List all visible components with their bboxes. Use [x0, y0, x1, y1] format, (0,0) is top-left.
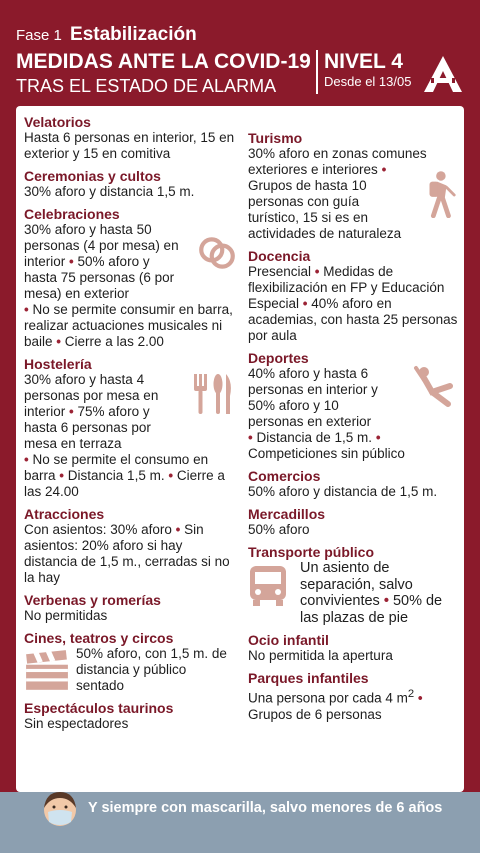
section-text: No permitida la apertura: [248, 648, 393, 663]
phase-number: Fase 1: [16, 27, 62, 44]
section-text: 30% aforo y hasta 4 personas por mesa en interior • 75% aforo y hasta 6 personas por mesa en terraza: [24, 372, 159, 451]
footer-message: Y siempre con mascarilla, salvo menores de 6 años: [88, 800, 443, 816]
andalucia-logo: [422, 54, 464, 94]
section-text: Con asientos: 30% aforo • Sin asientos: 20% aforo si hay distancia de 1,5 m., cerradas si no la hay: [24, 522, 230, 585]
masked-child-icon: [40, 786, 80, 832]
measures-card: [16, 106, 464, 792]
header-divider: [316, 50, 318, 94]
section-atracciones: [24, 506, 238, 586]
hiker-icon: [420, 170, 458, 218]
section-text: 30% aforo en zonas comunes exteriores e interiores •: [248, 146, 427, 177]
section-title: Espectáculos taurinos: [24, 700, 174, 716]
section-ocio: [248, 632, 462, 664]
bus-icon: [248, 564, 288, 608]
section-title: Transporte público: [248, 544, 375, 560]
right-column: [248, 130, 462, 729]
section-text: 50% aforo y distancia de 1,5 m.: [248, 484, 438, 499]
section-text: Grupos de hasta 10 personas con guía turístico, 15 si es en actividades de naturaleza: [248, 178, 402, 241]
cutlery-icon: [190, 372, 234, 416]
section-text: Hasta 6 personas en interior, 15 en exterior y 15 en comitiva: [24, 130, 235, 161]
section-text: 30% aforo y distancia 1,5 m.: [24, 184, 195, 199]
page-title: MEDIDAS ANTE LA COVID-19: [16, 50, 311, 73]
phase-name: Estabilización: [70, 24, 197, 45]
section-title: Turismo: [248, 130, 303, 146]
section-title: Docencia: [248, 248, 311, 264]
section-celebraciones: [24, 206, 238, 350]
section-text: • No se permite consumir en barra, realizar actuaciones musicales ni baile • Cierre a las 2.00: [24, 302, 233, 349]
section-text: 40% aforo y hasta 6 personas en interior y 50% aforo y 10 personas en exterior: [248, 366, 378, 429]
section-text: 50% aforo, con 1,5 m. de distancia y público sentado: [76, 646, 227, 693]
section-velatorios: [24, 114, 238, 162]
section-title: Ocio infantil: [248, 632, 329, 648]
section-taurinos: [24, 700, 238, 732]
level-label: NIVEL 4: [324, 50, 403, 73]
section-text: 50% aforo: [248, 522, 310, 537]
section-title: Atracciones: [24, 506, 105, 522]
section-cines: [24, 630, 238, 694]
since-date: Desde el 13/05: [324, 74, 412, 89]
exercise-icon: [410, 364, 458, 408]
section-title: Celebraciones: [24, 206, 120, 222]
clapperboard-icon: [24, 650, 70, 692]
section-title: Cines, teatros y circos: [24, 630, 174, 646]
section-title: Velatorios: [24, 114, 91, 130]
section-mercadillos: [248, 506, 462, 538]
section-docencia: [248, 248, 462, 344]
left-column: [24, 114, 238, 738]
section-transporte: [248, 544, 462, 626]
section-text: No permitidas: [24, 608, 108, 623]
section-text: Presencial • Medidas de flexibilización en FP y Educación Especial • 40% aforo en academias, con hasta 25 personas por aula: [248, 264, 458, 343]
section-title: Parques infantiles: [248, 670, 369, 686]
page-subtitle: TRAS EL ESTADO DE ALARMA: [16, 76, 277, 96]
section-title: Deportes: [248, 350, 309, 366]
section-ceremonias: [24, 168, 238, 200]
section-verbenas: [24, 592, 238, 624]
section-title: Hostelería: [24, 356, 92, 372]
section-text: Sin espectadores: [24, 716, 129, 731]
section-title: Mercadillos: [248, 506, 326, 522]
section-text: Un asiento de separación, salvo convivientes • 50% de las plazas de pie: [300, 560, 443, 626]
section-deportes: [248, 350, 462, 462]
section-turismo: [248, 130, 462, 242]
section-comercios: [248, 468, 462, 500]
section-title: Verbenas y romerías: [24, 592, 161, 608]
section-text: • Distancia de 1,5 m. • Competiciones sin público: [248, 430, 405, 461]
phase-label: [16, 24, 197, 46]
section-title: Ceremonias y cultos: [24, 168, 161, 184]
section-text: 30% aforo y hasta 50 personas (4 por mesa) en interior • 50% aforo y hasta 75 personas (6 por mesa) en exterior: [24, 222, 179, 301]
section-text: • No se permite el consumo en barra • Distancia 1,5 m. • Cierre a las 24.00: [24, 452, 225, 499]
section-title: Comercios: [248, 468, 321, 484]
section-text: Una persona por cada 4 $m^2$ • Grupos de 6 personas: [248, 688, 423, 722]
section-hosteleria: [24, 356, 238, 500]
rings-icon: [196, 232, 238, 274]
section-parques: [248, 670, 462, 723]
